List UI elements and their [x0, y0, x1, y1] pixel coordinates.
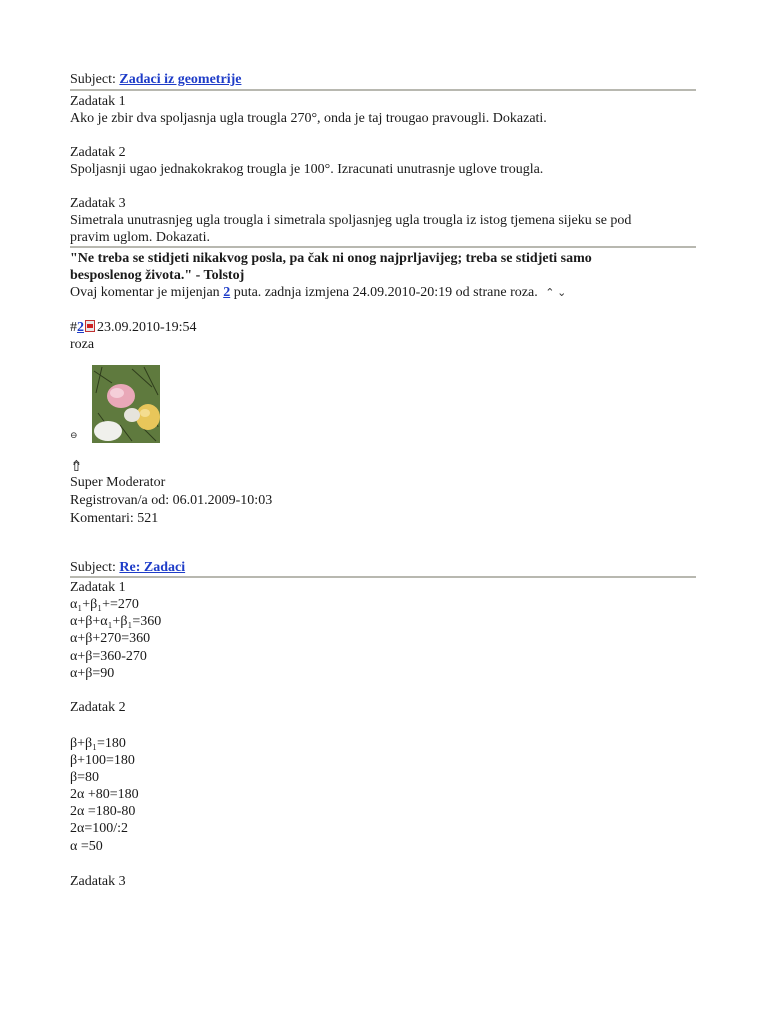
pdf-icon[interactable]	[85, 320, 95, 332]
body-line: Zadatak 2	[70, 145, 126, 160]
body-line: α+β=90	[70, 666, 115, 681]
body-line: Zadatak 1	[70, 580, 126, 595]
edit-prefix: Ovaj komentar je mijenjan	[70, 285, 224, 300]
subject-label: Subject:	[70, 560, 116, 575]
body-line: Ako je zbir dva spoljasnja ugla trougla 270°, onda je taj trougao pravougli. Dokazati.	[70, 111, 547, 126]
signature-line: besposlenog života." - Tolstoj	[70, 268, 245, 283]
body-line: α+β+α₁+β₁=360	[70, 614, 162, 629]
body-line: β=80	[70, 770, 100, 785]
body-line: α+β+270=360	[70, 631, 151, 646]
body-line: Spoljasnji ugao jednakokrakog trougla je 100°. Izracunati unutrasnje uglove trougla.	[70, 162, 544, 177]
body-line: β+β₁=180	[70, 736, 126, 751]
edit-note	[70, 284, 566, 302]
body-line: 2α=100/:2	[70, 821, 129, 836]
author-name[interactable]: roza	[70, 337, 95, 352]
divider	[70, 576, 696, 578]
signature-line: "Ne treba se stidjeti nikakvog posla, pa čak ni onog najprljavijeg; treba se stidjeti samo	[70, 251, 592, 266]
post-number-link[interactable]: 2	[77, 320, 84, 335]
divider	[70, 89, 696, 91]
body-line: α₁+β₁+=270	[70, 597, 139, 612]
post-timestamp: 23.09.2010-19:54	[97, 320, 197, 335]
expand-collapse-icon[interactable]: ⌃ ⌄	[545, 287, 567, 299]
body-line: β+100=180	[70, 753, 135, 768]
edit-count-link[interactable]: 2	[223, 285, 231, 300]
online-status-icon: ⊖	[70, 430, 78, 440]
post-subject	[70, 71, 241, 88]
body-line: 2α =180-80	[70, 804, 136, 819]
user-registered: Registrovan/a od: 06.01.2009-10:03	[70, 493, 273, 508]
body-line: α+β=360-270	[70, 649, 147, 664]
body-line: pravim uglom. Dokazati.	[70, 230, 210, 245]
body-line: Zadatak 1	[70, 94, 126, 109]
user-rank: Super Moderator	[70, 475, 166, 490]
body-line: Zadatak 3	[70, 196, 126, 211]
user-comments: Komentari: 521	[70, 511, 159, 526]
post-header	[70, 319, 197, 336]
subject-link[interactable]: Re: Zadaci	[119, 560, 186, 575]
body-line: α =50	[70, 839, 103, 854]
body-line: 2α +80=180	[70, 787, 139, 802]
avatar	[92, 365, 160, 443]
body-line: Simetrala unutrasnjeg ugla trougla i simetrala spoljasnjeg ugla trougla iz istog tjemena sijeku se pod	[70, 213, 632, 228]
edit-suffix: puta. zadnja izmjena 24.09.2010-20:19 od strane roza.	[230, 285, 538, 300]
post-subject	[70, 559, 185, 576]
subject-label: Subject:	[70, 72, 116, 87]
rank-arrows-icon: ⇮	[70, 459, 83, 475]
signature-divider	[70, 246, 696, 248]
body-line: Zadatak 2	[70, 700, 126, 715]
hash-symbol: #	[70, 320, 77, 335]
subject-link[interactable]: Zadaci iz geometrije	[119, 72, 242, 87]
body-line: Zadatak 3	[70, 874, 126, 889]
